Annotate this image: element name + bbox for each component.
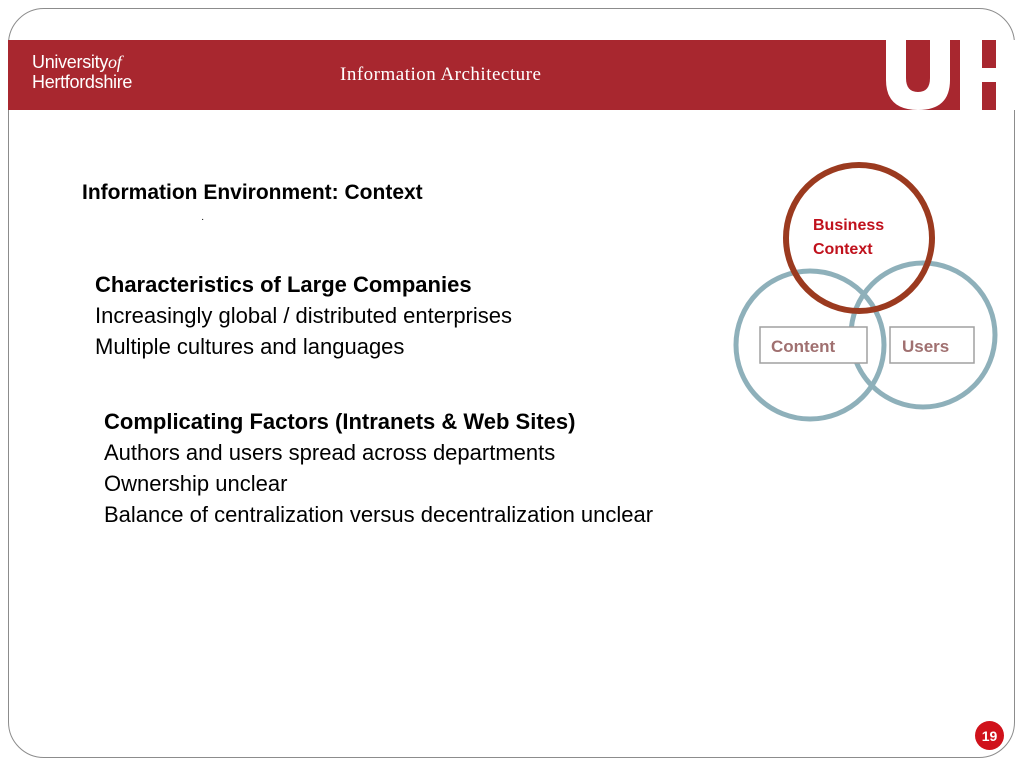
page-heading: Information Environment: Context xyxy=(82,181,423,204)
stray-dot: · xyxy=(201,214,205,225)
page-number-badge: 19 xyxy=(975,721,1004,750)
users-label: Users xyxy=(902,337,950,356)
section-title: Characteristics of Large Companies xyxy=(95,272,472,297)
logo-line1: University xyxy=(32,52,109,72)
complicating-factors-section xyxy=(104,406,653,530)
section-line: Balance of centralization versus decentralization unclear xyxy=(104,502,654,527)
university-logo xyxy=(32,52,132,92)
characteristics-section xyxy=(95,269,512,362)
section-line: Ownership unclear xyxy=(104,471,288,496)
header-title: Information Architecture xyxy=(340,64,542,85)
business-label-line1: Business xyxy=(813,217,885,234)
section-line: Authors and users spread across departments xyxy=(104,440,556,465)
section-line: Multiple cultures and languages xyxy=(95,334,405,359)
header-bar xyxy=(8,40,1018,110)
logo-of: of xyxy=(108,52,122,72)
section-line: Increasingly global / distributed enterprises xyxy=(95,303,513,328)
venn-diagram xyxy=(730,160,1010,425)
section-title: Complicating Factors (Intranets & Web Sites) xyxy=(104,409,576,434)
business-label-line2: Context xyxy=(813,241,873,258)
uh-brand-mark xyxy=(874,40,1018,110)
logo-line2: Hertfordshire xyxy=(32,72,133,92)
content-label: Content xyxy=(771,337,836,356)
